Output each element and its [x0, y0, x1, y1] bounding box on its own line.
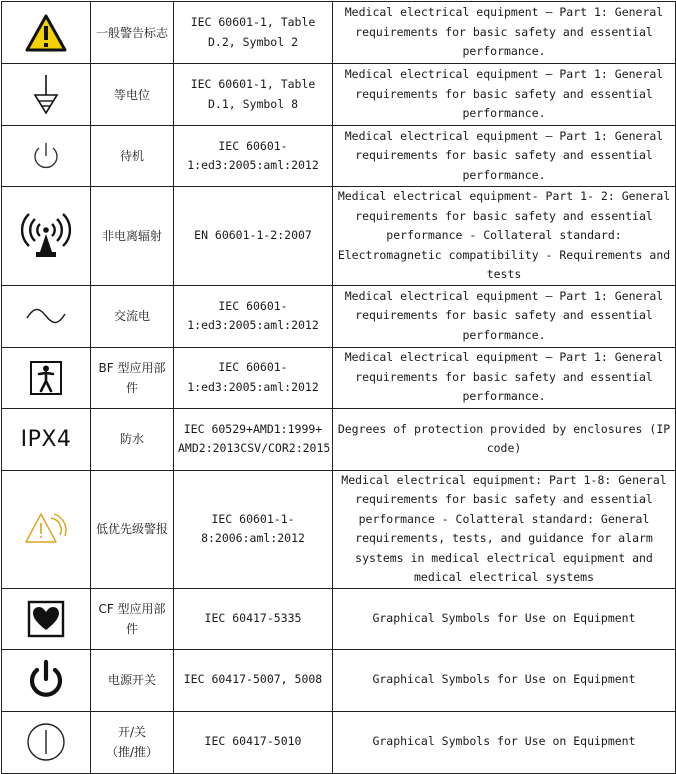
- symbol-name: BF 型应用部件: [91, 347, 174, 408]
- symbol-cell: [2, 711, 91, 773]
- symbol-name: 待机: [91, 126, 174, 187]
- symbol-description: Medical electrical equipment — Part 1: General requirements for basic safety and essential performance.: [333, 285, 676, 347]
- symbol-name: CF 型应用部件: [91, 588, 174, 649]
- table-row: [2, 347, 676, 408]
- symbol-description: Medical electrical equipment — Part 1: General requirements for basic safety and essential performance.: [333, 347, 676, 408]
- warning-triangle-icon: [24, 13, 68, 53]
- symbol-standard: IEC 60601-1:ed3:2005:aml:2012: [174, 347, 333, 408]
- symbol-standard: EN 60601-1-2:2007: [174, 187, 333, 286]
- symbol-standard: IEC 60417-5010: [174, 711, 333, 773]
- table-row: [2, 64, 676, 126]
- symbol-description: Medical electrical equipment — Part 1: General requirements for basic safety and essential performance.: [333, 64, 676, 126]
- symbol-description: Degrees of protection provided by enclosures (IP code): [333, 408, 676, 470]
- symbols-table: [1, 1, 676, 774]
- symbol-cell: [2, 2, 91, 64]
- on-off-push-icon: [24, 720, 68, 764]
- symbol-name: 低优先级警报: [91, 470, 174, 588]
- symbol-description: Medical electrical equipment — Part 1: General requirements for basic safety and essential performance.: [333, 2, 676, 64]
- table-row: [2, 285, 676, 347]
- cf-applied-part-icon: [27, 600, 65, 638]
- symbol-name: 交流电: [91, 285, 174, 347]
- symbol-name: 非电离辐射: [91, 187, 174, 286]
- symbol-cell: [2, 588, 91, 649]
- symbol-name: 等电位: [91, 64, 174, 126]
- symbol-name: 开/关 （推/推）: [91, 711, 174, 773]
- symbol-name: 一般警告标志: [91, 2, 174, 64]
- symbol-cell: [2, 126, 91, 187]
- symbol-cell: [2, 187, 91, 286]
- alternating-current-icon: [24, 306, 68, 326]
- symbol-standard: IEC 60601-1-8:2006:aml:2012: [174, 470, 333, 588]
- symbol-name: 防水: [91, 408, 174, 470]
- bf-applied-part-icon: [29, 360, 63, 396]
- table-row: [2, 470, 676, 588]
- ipx4-icon: IPX4: [20, 426, 72, 452]
- symbol-cell: [2, 64, 91, 126]
- standby-icon: [29, 139, 63, 173]
- symbol-standard: IEC 60601-1, Table D.2, Symbol 2: [174, 2, 333, 64]
- symbol-standard: IEC 60601-1, Table D.1, Symbol 8: [174, 64, 333, 126]
- table-row: [2, 2, 676, 64]
- symbol-cell: [2, 649, 91, 711]
- symbol-description: Graphical Symbols for Use on Equipment: [333, 588, 676, 649]
- equipotential-icon: [31, 73, 61, 117]
- table-row: [2, 649, 676, 711]
- symbol-description: Graphical Symbols for Use on Equipment: [333, 711, 676, 773]
- table-row: [2, 126, 676, 187]
- symbol-description: Medical electrical equipment: Part 1-8: General requirements for basic safety and essential performance - Colatteral standard: General requirements, tests, and guidance for alarm systems in medical electrical equipment and medical electrical systems: [333, 470, 676, 588]
- symbol-standard: IEC 60417-5007, 5008: [174, 649, 333, 711]
- symbol-cell: [2, 347, 91, 408]
- symbol-description: Graphical Symbols for Use on Equipment: [333, 649, 676, 711]
- table-row: [2, 588, 676, 649]
- table-row: [2, 711, 676, 773]
- symbol-standard: IEC 60529+AMD1:1999+ AMD2:2013CSV/COR2:2015: [174, 408, 333, 470]
- symbol-cell: [2, 285, 91, 347]
- symbol-name: 电源开关: [91, 649, 174, 711]
- symbol-description: Medical electrical equipment- Part 1- 2: General requirements for basic safety and essential performance - Collateral standard: Electromagnetic compatibility - Requirements and tests: [333, 187, 676, 286]
- symbol-standard: IEC 60601-1:ed3:2005:aml:2012: [174, 285, 333, 347]
- symbol-cell: [2, 408, 91, 470]
- symbol-standard: IEC 60601-1:ed3:2005:aml:2012: [174, 126, 333, 187]
- symbol-description: Medical electrical equipment — Part 1: General requirements for basic safety and essential performance.: [333, 126, 676, 187]
- table-row: [2, 408, 676, 470]
- power-switch-icon: [26, 659, 66, 701]
- symbol-cell: [2, 470, 91, 588]
- non-ionizing-radiation-icon: [19, 212, 73, 260]
- low-priority-alarm-icon: [24, 509, 68, 549]
- table-row: [2, 187, 676, 286]
- symbol-standard: IEC 60417-5335: [174, 588, 333, 649]
